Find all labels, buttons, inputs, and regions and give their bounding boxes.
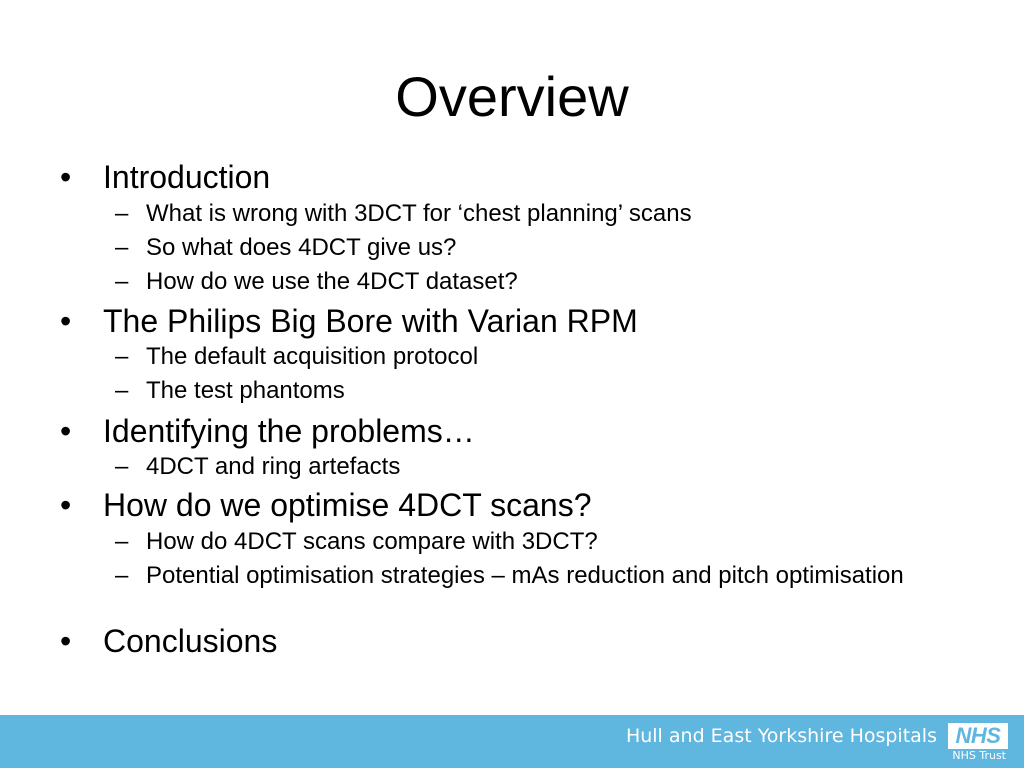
sub-bullet-text: Potential optimisation strategies – mAs reduction and pitch optimisation (146, 562, 904, 589)
bullet-marker: • (60, 623, 72, 659)
bullet-text: Conclusions (103, 623, 278, 659)
bullet-marker: • (60, 487, 72, 523)
sub-bullet-marker: – (115, 200, 129, 227)
sub-bullet-text: The test phantoms (146, 377, 345, 404)
sub-bullet-marker: – (115, 528, 129, 555)
bullet-text: Identifying the problems… (103, 413, 475, 449)
bullet-marker: • (60, 159, 72, 195)
sub-bullet-marker: – (115, 377, 129, 404)
sub-bullet-text: How do we use the 4DCT dataset? (146, 268, 518, 295)
sub-bullet-marker: – (115, 562, 129, 589)
footer-bar (0, 715, 1024, 768)
trust-name: Hull and East Yorkshire Hospitals (625, 725, 937, 747)
sub-bullet-marker: – (115, 453, 129, 480)
bullet-text: Introduction (103, 159, 271, 195)
nhs-logo (948, 723, 1008, 749)
sub-bullet-text: The default acquisition protocol (146, 343, 479, 370)
sub-bullet-marker: – (115, 268, 129, 295)
trust-subtitle: NHS Trust (952, 749, 1006, 762)
sub-bullet-marker: – (115, 343, 129, 370)
bullet-text: The Philips Big Bore with Varian RPM (103, 303, 638, 339)
slide-title: Overview (395, 65, 629, 128)
nhs-logo-text: NHS (955, 723, 1001, 748)
bullet-marker: • (60, 413, 72, 449)
sub-bullet-text: So what does 4DCT give us? (146, 234, 457, 261)
bullet-marker: • (60, 303, 72, 339)
bullet-text: How do we optimise 4DCT scans? (103, 487, 592, 523)
sub-bullet-text: What is wrong with 3DCT for ‘chest planning’ scans (146, 200, 692, 227)
sub-bullet-marker: – (115, 234, 129, 261)
sub-bullet-text: 4DCT and ring artefacts (146, 453, 401, 480)
sub-bullet-text: How do 4DCT scans compare with 3DCT? (146, 528, 598, 555)
